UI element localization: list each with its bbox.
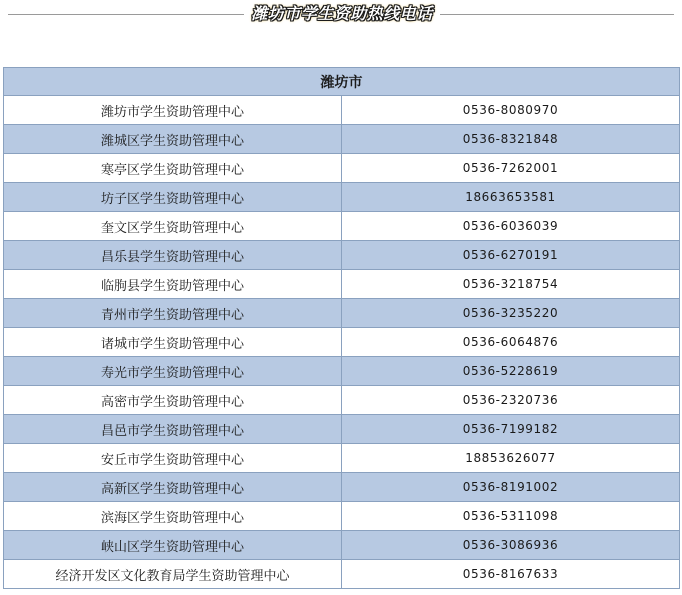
- center-name-cell: 安丘市学生资助管理中心: [4, 444, 342, 473]
- phone-number-cell: 0536-6270191: [342, 241, 680, 270]
- center-name-cell: 青州市学生资助管理中心: [4, 299, 342, 328]
- center-name-cell: 滨海区学生资助管理中心: [4, 502, 342, 531]
- table-row: [4, 270, 680, 299]
- phone-number-cell: 0536-8080970: [342, 96, 680, 125]
- phone-number-cell: 0536-3218754: [342, 270, 680, 299]
- table-row: [4, 328, 680, 357]
- table-header-row: [4, 68, 680, 96]
- page-title: 潍坊市学生资助热线电话: [251, 4, 433, 23]
- center-name-cell: 诸城市学生资助管理中心: [4, 328, 342, 357]
- center-name-cell: 高新区学生资助管理中心: [4, 473, 342, 502]
- table-row: [4, 444, 680, 473]
- table-row: [4, 154, 680, 183]
- phone-number-cell: 0536-7199182: [342, 415, 680, 444]
- phone-number-cell: 0536-2320736: [342, 386, 680, 415]
- center-name-cell: 奎文区学生资助管理中心: [4, 212, 342, 241]
- table-row: [4, 386, 680, 415]
- table-row: [4, 502, 680, 531]
- center-name-cell: 峡山区学生资助管理中心: [4, 531, 342, 560]
- table-body: [4, 96, 680, 589]
- phone-number-cell: 0536-3235220: [342, 299, 680, 328]
- phone-number-cell: 0536-7262001: [342, 154, 680, 183]
- table-row: [4, 212, 680, 241]
- center-name-cell: 经济开发区文化教育局学生资助管理中心: [4, 560, 342, 589]
- phone-number-cell: 18853626077: [342, 444, 680, 473]
- page-title-bar: [0, 0, 682, 30]
- table-header-city: 潍坊市: [4, 68, 680, 96]
- phone-number-cell: 0536-6064876: [342, 328, 680, 357]
- table-row: [4, 125, 680, 154]
- table-row: [4, 96, 680, 125]
- table-row: [4, 531, 680, 560]
- center-name-cell: 寒亭区学生资助管理中心: [4, 154, 342, 183]
- center-name-cell: 寿光市学生资助管理中心: [4, 357, 342, 386]
- phone-number-cell: 0536-6036039: [342, 212, 680, 241]
- title-divider-right: [440, 14, 674, 15]
- title-divider-left: [8, 14, 244, 15]
- table-row: [4, 183, 680, 212]
- center-name-cell: 潍城区学生资助管理中心: [4, 125, 342, 154]
- phone-number-cell: 0536-5228619: [342, 357, 680, 386]
- center-name-cell: 昌乐县学生资助管理中心: [4, 241, 342, 270]
- table-row: [4, 241, 680, 270]
- center-name-cell: 潍坊市学生资助管理中心: [4, 96, 342, 125]
- phone-number-cell: 0536-8191002: [342, 473, 680, 502]
- phone-number-cell: 0536-5311098: [342, 502, 680, 531]
- table-row: [4, 299, 680, 328]
- phone-number-cell: 0536-8167633: [342, 560, 680, 589]
- center-name-cell: 昌邑市学生资助管理中心: [4, 415, 342, 444]
- phone-number-cell: 18663653581: [342, 183, 680, 212]
- table-row: [4, 357, 680, 386]
- center-name-cell: 坊子区学生资助管理中心: [4, 183, 342, 212]
- phone-number-cell: 0536-8321848: [342, 125, 680, 154]
- phone-number-cell: 0536-3086936: [342, 531, 680, 560]
- table-row: [4, 560, 680, 589]
- table-row: [4, 473, 680, 502]
- center-name-cell: 临朐县学生资助管理中心: [4, 270, 342, 299]
- hotline-table: [3, 67, 680, 589]
- table-row: [4, 415, 680, 444]
- center-name-cell: 高密市学生资助管理中心: [4, 386, 342, 415]
